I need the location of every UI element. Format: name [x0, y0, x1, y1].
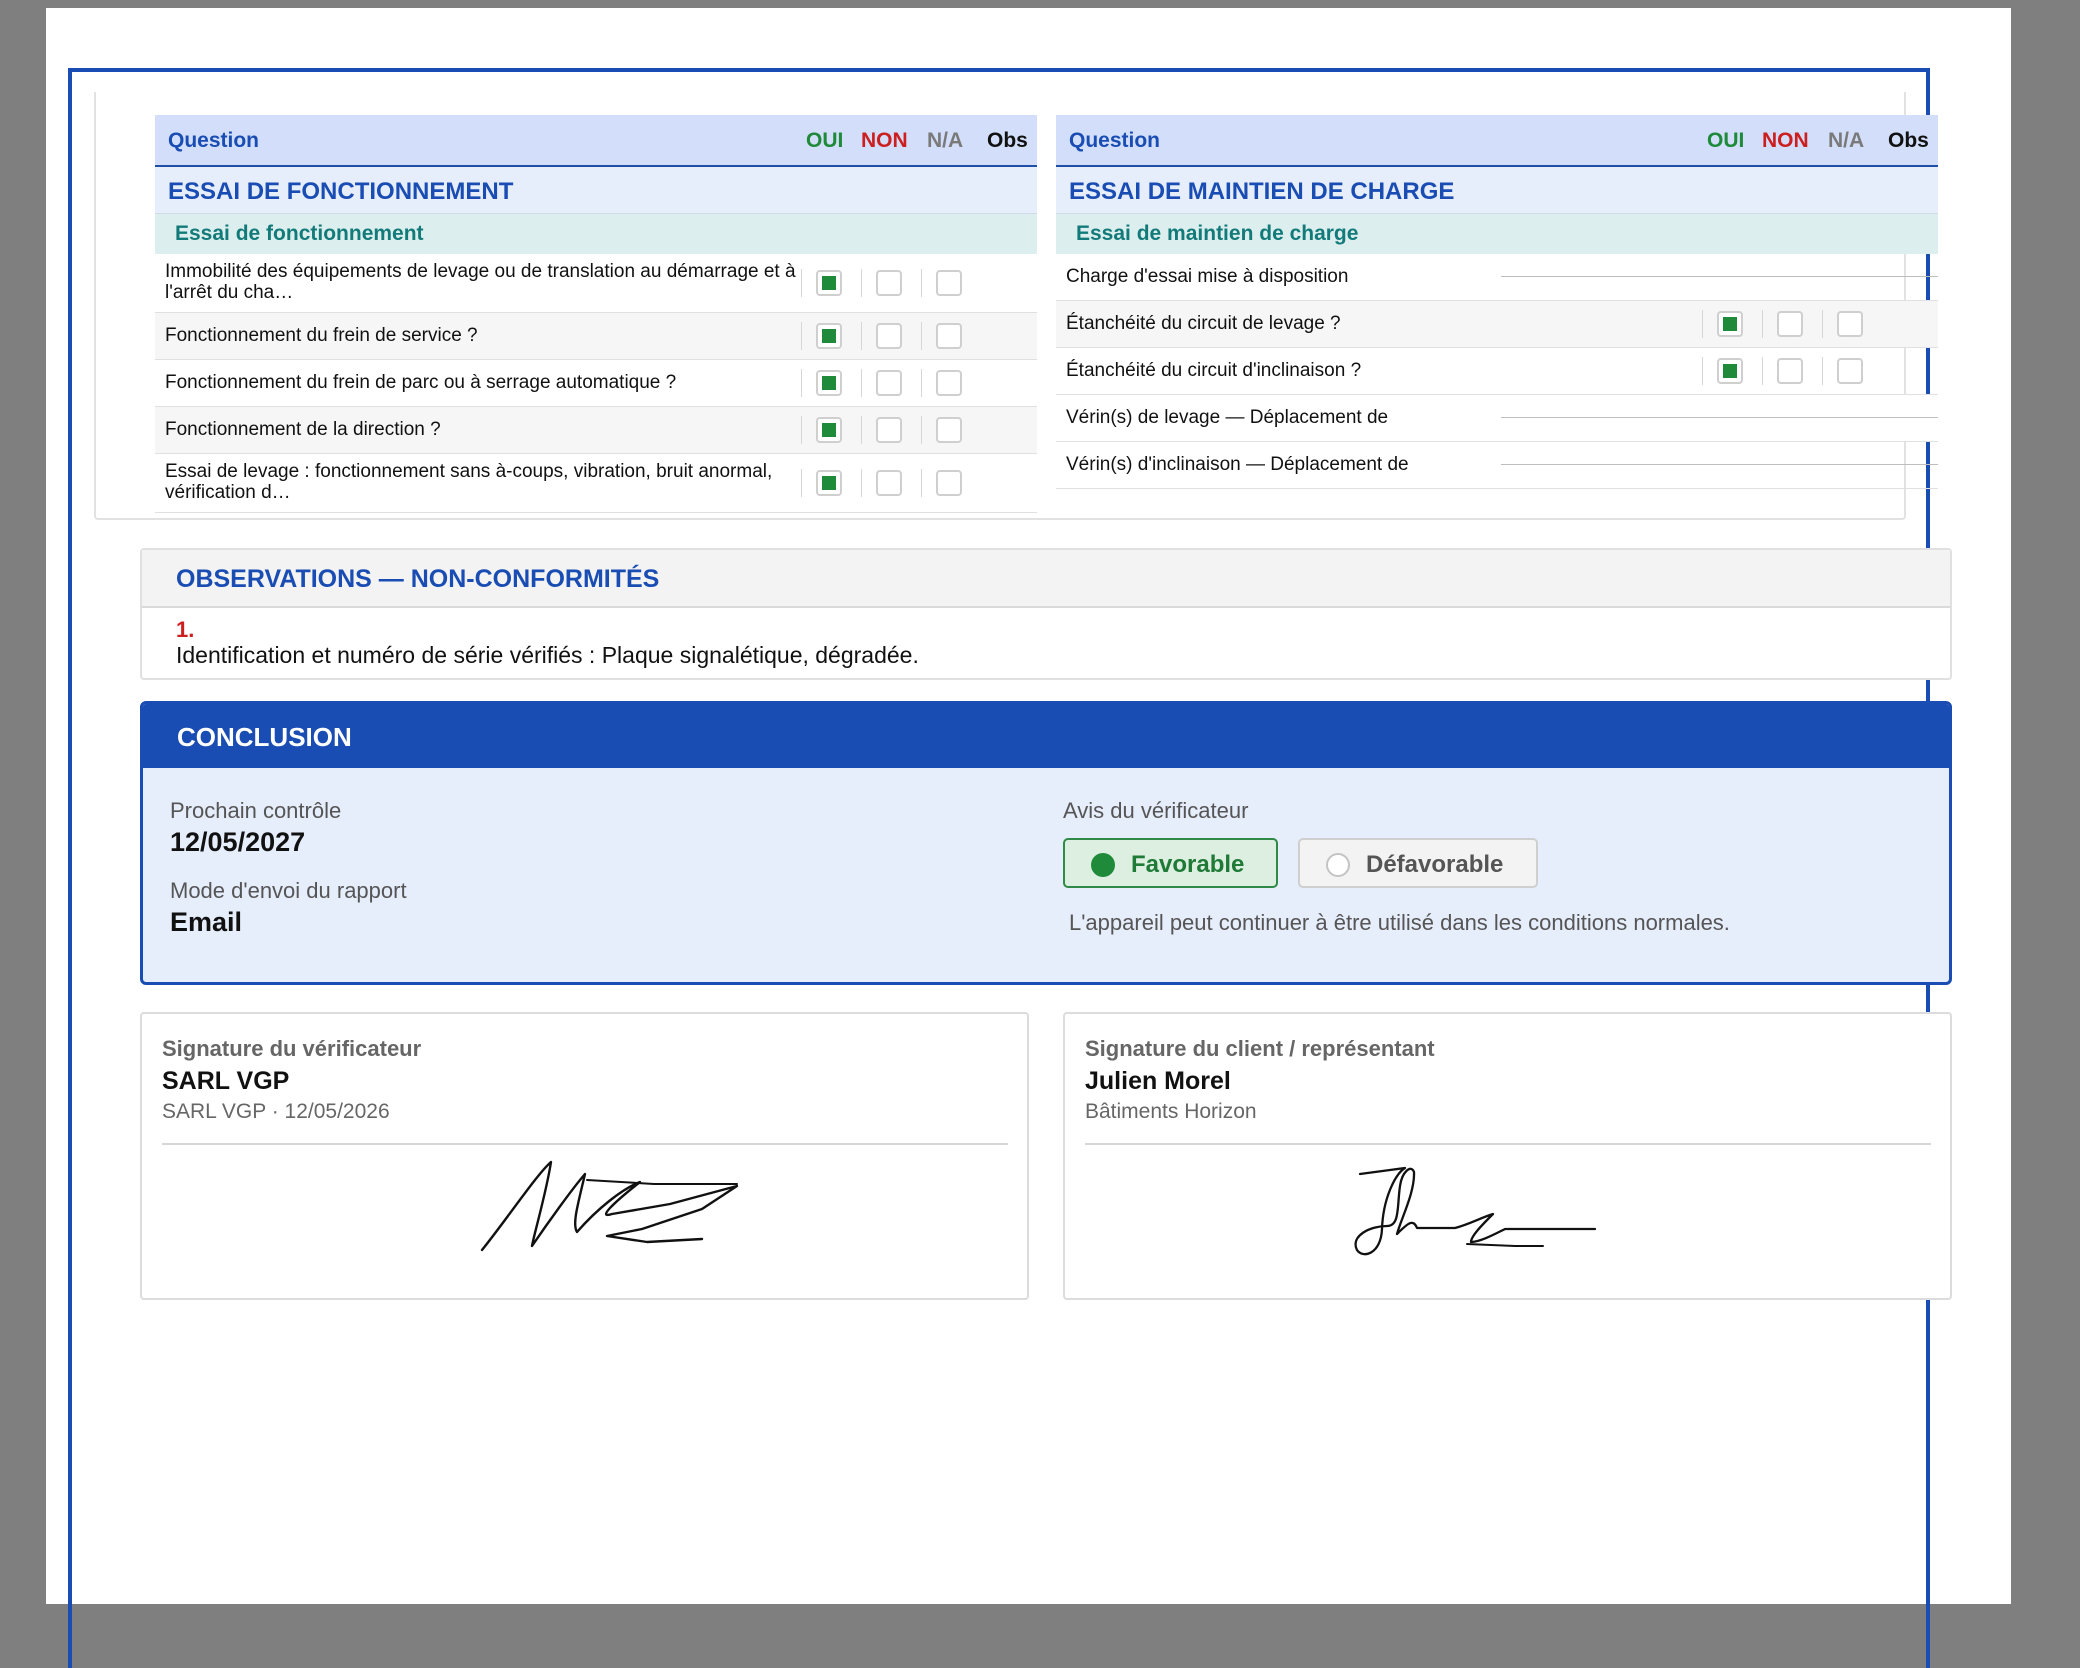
radio-selected-icon	[1091, 853, 1115, 877]
signer-meta: SARL VGP · 12/05/2026	[162, 1100, 390, 1123]
row-label: Étanchéité du circuit de levage ?	[1066, 313, 1341, 334]
checkbox-oui[interactable]	[816, 270, 842, 296]
checkbox-na[interactable]	[936, 417, 962, 443]
checkbox-non[interactable]	[1777, 358, 1803, 384]
client-signature-box	[1063, 1012, 1952, 1300]
signer-name: Julien Morel	[1085, 1067, 1231, 1095]
text-value-line[interactable]	[1501, 276, 1938, 277]
checkbox-non[interactable]	[876, 470, 902, 496]
table-row	[155, 360, 1037, 407]
send-mode-label: Mode d'envoi du rapport	[170, 878, 407, 903]
table-row	[1056, 254, 1938, 301]
checkbox-na[interactable]	[936, 323, 962, 349]
row-label: Fonctionnement du frein de service ?	[165, 325, 478, 346]
checkbox-na[interactable]	[936, 270, 962, 296]
checkbox-non[interactable]	[1777, 311, 1803, 337]
next-control-label: Prochain contrôle	[170, 798, 342, 823]
checkbox-non[interactable]	[876, 323, 902, 349]
signature-title: Signature du vérificateur	[162, 1036, 422, 1061]
conclusion-note: L'appareil peut continuer à être utilisé dans les conditions normales.	[1069, 910, 1730, 935]
table-row	[1056, 395, 1938, 442]
header-non: NON	[1762, 129, 1809, 152]
checkbox-oui[interactable]	[816, 417, 842, 443]
section-title: ESSAI DE MAINTIEN DE CHARGE	[1056, 167, 1938, 214]
client-signature-drawing	[1065, 1014, 1950, 1298]
table-row	[1056, 348, 1938, 395]
checkbox-na[interactable]	[1837, 311, 1863, 337]
send-mode-value: Email	[170, 907, 243, 937]
checklist-right	[1056, 115, 1938, 489]
subsection-title: Essai de maintien de charge	[1056, 214, 1938, 254]
signer-meta: Bâtiments Horizon	[1085, 1100, 1257, 1123]
header-na: N/A	[1828, 129, 1865, 152]
checkbox-oui[interactable]	[816, 470, 842, 496]
text-value-line[interactable]	[1501, 464, 1938, 465]
row-label: Charge d'essai mise à disposition	[1066, 266, 1349, 287]
observations-header	[142, 550, 1950, 608]
checklist-left	[155, 115, 1037, 513]
table-row	[1056, 442, 1938, 489]
text-value-line[interactable]	[1501, 417, 1938, 418]
next-control-value: 12/05/2027	[170, 827, 306, 857]
observations-panel	[140, 548, 1952, 680]
signature-title: Signature du client / représentant	[1085, 1036, 1435, 1061]
table-row	[155, 313, 1037, 360]
table-header	[1056, 115, 1938, 167]
header-na: N/A	[927, 129, 964, 152]
table-row	[155, 254, 1037, 313]
opinion-label: Avis du vérificateur	[1063, 798, 1249, 823]
defavorable-option[interactable]: Défavorable	[1298, 838, 1538, 888]
header-oui: OUI	[806, 129, 844, 152]
checkbox-na[interactable]	[1837, 358, 1863, 384]
header-obs: Obs	[987, 129, 1028, 152]
row-label: Fonctionnement de la direction ?	[165, 419, 441, 440]
verifier-signature-drawing	[142, 1014, 1027, 1298]
checkbox-non[interactable]	[876, 417, 902, 443]
row-label: Essai de levage : fonctionnement sans à-coups, vibration, bruit anormal, vérification d…	[165, 461, 773, 503]
header-question: Question	[1069, 129, 1161, 152]
header-obs: Obs	[1888, 129, 1929, 152]
header-question: Question	[168, 129, 260, 152]
checkbox-non[interactable]	[876, 270, 902, 296]
table-row	[155, 454, 1037, 513]
section-title: ESSAI DE FONCTIONNEMENT	[155, 167, 1037, 214]
observation-number: 1.	[176, 617, 195, 642]
row-label: Fonctionnement du frein de parc ou à serrage automatique ?	[165, 372, 677, 393]
observation-text: Identification et numéro de série vérifiés : Plaque signalétique, dégradée.	[176, 642, 919, 668]
checkbox-na[interactable]	[936, 470, 962, 496]
verifier-signature-box	[140, 1012, 1029, 1300]
checkbox-oui[interactable]	[1717, 311, 1743, 337]
observations-title: OBSERVATIONS — NON-CONFORMITÉS	[176, 565, 660, 593]
table-row	[1056, 301, 1938, 348]
favorable-option[interactable]: Favorable	[1063, 838, 1278, 888]
checkbox-non[interactable]	[876, 370, 902, 396]
header-non: NON	[861, 129, 908, 152]
subsection-title: Essai de fonctionnement	[155, 214, 1037, 254]
conclusion-title: CONCLUSION	[177, 722, 352, 752]
checkbox-oui[interactable]	[816, 323, 842, 349]
checkbox-oui[interactable]	[816, 370, 842, 396]
checkbox-na[interactable]	[936, 370, 962, 396]
table-header	[155, 115, 1037, 167]
row-label: Immobilité des équipements de levage ou de translation au démarrage et à l'arrêt du cha…	[165, 261, 796, 303]
conclusion-header	[143, 704, 1949, 768]
conclusion-panel	[140, 701, 1952, 985]
table-row	[155, 407, 1037, 454]
checkbox-oui[interactable]	[1717, 358, 1743, 384]
radio-empty-icon	[1326, 853, 1350, 877]
row-label: Étanchéité du circuit d'inclinaison ?	[1066, 360, 1362, 381]
signer-name: SARL VGP	[162, 1067, 290, 1095]
row-label: Vérin(s) de levage — Déplacement de	[1066, 407, 1389, 428]
header-oui: OUI	[1707, 129, 1745, 152]
row-label: Vérin(s) d'inclinaison — Déplacement de	[1066, 454, 1409, 475]
